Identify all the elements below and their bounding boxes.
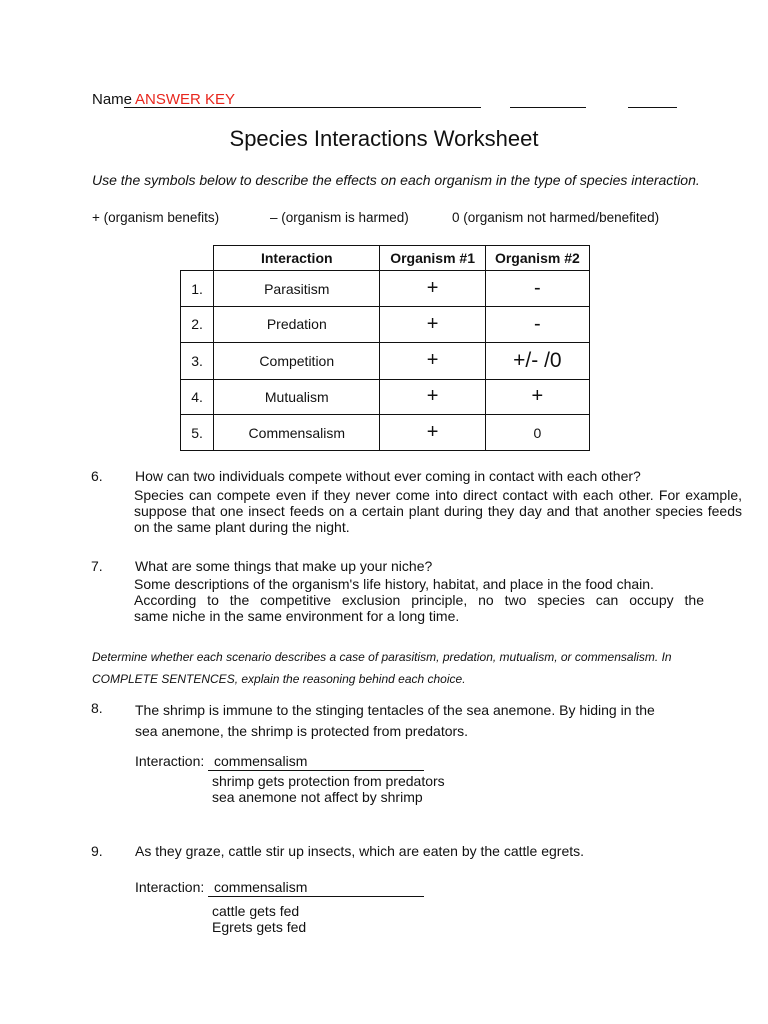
table-header-row [181, 246, 590, 271]
organism-1-cell: + [380, 306, 485, 342]
answer-line: Some descriptions of the organism's life history, habitat, and place in the food chain. [134, 576, 654, 592]
table-row [181, 415, 590, 451]
organism-1-cell: + [380, 415, 485, 451]
question-8-interaction-value: commensalism [214, 753, 308, 769]
row-number: 4. [181, 379, 214, 415]
table-header-organism-2: Organism #2 [485, 246, 589, 271]
name-value: ANSWER KEY [135, 91, 236, 108]
blank-line-period [510, 107, 586, 108]
question-8-text: The shrimp is immune to the stinging tentacles of the sea anemone. By hiding in the sea anemone, the shrimp is protected from predators. [135, 702, 655, 739]
table-row [181, 271, 590, 307]
table-row [181, 379, 590, 415]
instructions: Use the symbols below to describe the effects on each organism in the type of species interaction. [92, 172, 700, 188]
question-9-interaction-value: commensalism [214, 879, 308, 895]
row-number: 5. [181, 415, 214, 451]
question-8-reason [212, 773, 445, 805]
question-7-text: What are some things that make up your niche? [135, 558, 433, 574]
interactions-table [180, 245, 590, 451]
question-8-number: 8. [91, 700, 103, 716]
row-number: 3. [181, 342, 214, 379]
row-number: 1. [181, 271, 214, 307]
answer-line: According to the competitive exclusion principle, no two species can occupy the [134, 592, 704, 608]
organism-2-cell: + [485, 379, 589, 415]
interaction-cell: Predation [214, 306, 380, 342]
interaction-cell: Parasitism [214, 271, 380, 307]
reason-line: shrimp gets protection from predators [212, 773, 445, 789]
question-6-text: How can two individuals compete without ever coming in contact with each other? [135, 468, 641, 484]
table-header-blank [181, 246, 214, 271]
name-line [124, 107, 481, 108]
organism-1-cell: + [380, 271, 485, 307]
organism-1-cell: + [380, 379, 485, 415]
question-9-reason [212, 903, 306, 935]
legend-plus: + (organism benefits) [92, 210, 220, 225]
question-9-text: As they graze, cattle stir up insects, which are eaten by the cattle egrets. [135, 843, 585, 859]
row-number: 2. [181, 306, 214, 342]
answer-line: same niche in the same environment for a long time. [134, 608, 460, 624]
table-row [181, 342, 590, 379]
question-7-number: 7. [91, 558, 103, 574]
legend-minus: – (organism is harmed) [270, 210, 409, 225]
organism-2-cell: 0 [485, 415, 589, 451]
reason-line: Egrets gets fed [212, 919, 307, 935]
interaction-cell: Mutualism [214, 379, 380, 415]
directions: Determine whether each scenario describes a case of parasitism, predation, mutualism, or commensalism. In COMPLETE SENTENCES, explain the reasoning behind each choice. [92, 650, 672, 686]
reason-line: cattle gets fed [212, 903, 300, 919]
reason-line: sea anemone not affect by shrimp [212, 789, 423, 805]
question-8-interaction-line [208, 770, 424, 771]
table-header-organism-1: Organism #1 [380, 246, 485, 271]
question-9-number: 9. [91, 843, 103, 859]
table-row [181, 306, 590, 342]
question-8-interaction-label: Interaction: [135, 753, 205, 769]
blank-line-date [628, 107, 677, 108]
page-title: Species Interactions Worksheet [229, 126, 539, 151]
question-9-interaction-label: Interaction: [135, 879, 205, 895]
question-7-answer [134, 576, 704, 624]
organism-2-cell: - [485, 271, 589, 307]
organism-1-cell: + [380, 342, 485, 379]
question-6-number: 6. [91, 468, 103, 484]
table-header-interaction: Interaction [214, 246, 380, 271]
interaction-cell: Competition [214, 342, 380, 379]
question-9-interaction-line [208, 896, 424, 897]
name-label: Name [92, 91, 133, 108]
organism-2-cell: +/- /0 [485, 342, 589, 379]
legend-zero: 0 (organism not harmed/benefited) [452, 210, 660, 225]
interaction-cell: Commensalism [214, 415, 380, 451]
organism-2-cell: - [485, 306, 589, 342]
question-6-answer: Species can compete even if they never come into direct contact with each other. For example, suppose that one insect feeds on a certain plant during they day and that another species feeds on the same plant during the night. [134, 487, 742, 535]
